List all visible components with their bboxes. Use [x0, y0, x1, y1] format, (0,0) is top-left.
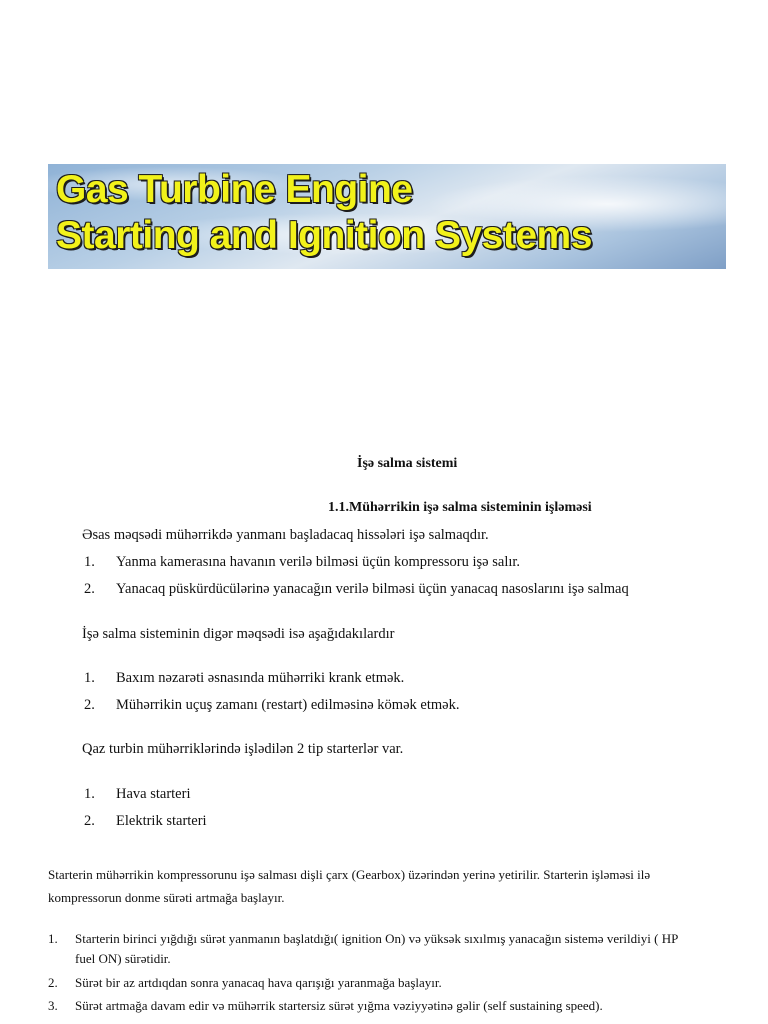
- intro-text: Əsas məqsədi mühərrikdə yanmanı başladacaq hissələri işə salmaqdır.: [82, 527, 489, 543]
- section-title: İşə salma sistemi: [357, 456, 458, 471]
- list-item-number: 1.: [48, 931, 58, 946]
- list-item-number: 2.: [84, 581, 95, 597]
- list-item: Yanma kamerasına havanın verilə bilməsi üçün kompressoru işə salır.: [116, 554, 521, 570]
- list-item-number: 2.: [84, 813, 95, 829]
- banner-title-line-2: Starting and Ignition Systems: [56, 214, 592, 257]
- paragraph-line: Starterin mühərrikin kompressorunu işə salması dişli çarx (Gearbox) üzərindən yerinə yetirilir. Starterin işləməsi ilə: [48, 867, 651, 882]
- paragraph-line: kompressorun donme sürəti artmağa başlayır.: [48, 890, 285, 905]
- other-purpose-text: İşə salma sisteminin digər məqsədi isə aşağıdakılardır: [82, 626, 395, 642]
- list-item-number: 1.: [84, 786, 95, 802]
- list-item-number: 2.: [48, 975, 58, 990]
- list-item-number: 1.: [84, 670, 95, 686]
- banner-title-line-1: Gas Turbine Engine: [56, 168, 413, 211]
- list-item: Elektrik starteri: [116, 813, 207, 829]
- title-banner: [48, 164, 726, 269]
- list-item-number: 3.: [48, 998, 58, 1013]
- section-subtitle: 1.1.Mühərrikin işə salma sisteminin işləməsi: [328, 500, 592, 515]
- list-item-number: 2.: [84, 697, 95, 713]
- list-item: Starterin birinci yığdığı sürət yanmanın başlatdığı( ignition On) və yüksək sıxılmış yanacağın sistemə verildiyi ( HP: [75, 931, 679, 946]
- list-item-number: 1.: [84, 554, 95, 570]
- list-item-continuation: fuel ON) sürətidir.: [75, 951, 171, 966]
- list-item: Sürət bir az artdıqdan sonra yanacaq hava qarışığı yaranmağa başlayır.: [75, 975, 442, 990]
- starter-types-intro: Qaz turbin mühərriklərində işlədilən 2 tip starterlər var.: [82, 741, 404, 757]
- list-item: Yanacaq püskürdücülərinə yanacağın verilə bilməsi üçün yanacaq nasoslarını işə salmaq: [116, 581, 629, 597]
- list-item: Baxım nəzarəti əsnasında mühərriki krank etmək.: [116, 670, 405, 686]
- list-item: Mühərrikin uçuş zamanı (restart) edilməsinə kömək etmək.: [116, 697, 460, 713]
- list-item: Sürət artmağa davam edir və mühərrik startersiz sürət yığma vəziyyətinə gəlir (self sustaining speed).: [75, 998, 603, 1013]
- list-item: Hava starteri: [116, 786, 191, 802]
